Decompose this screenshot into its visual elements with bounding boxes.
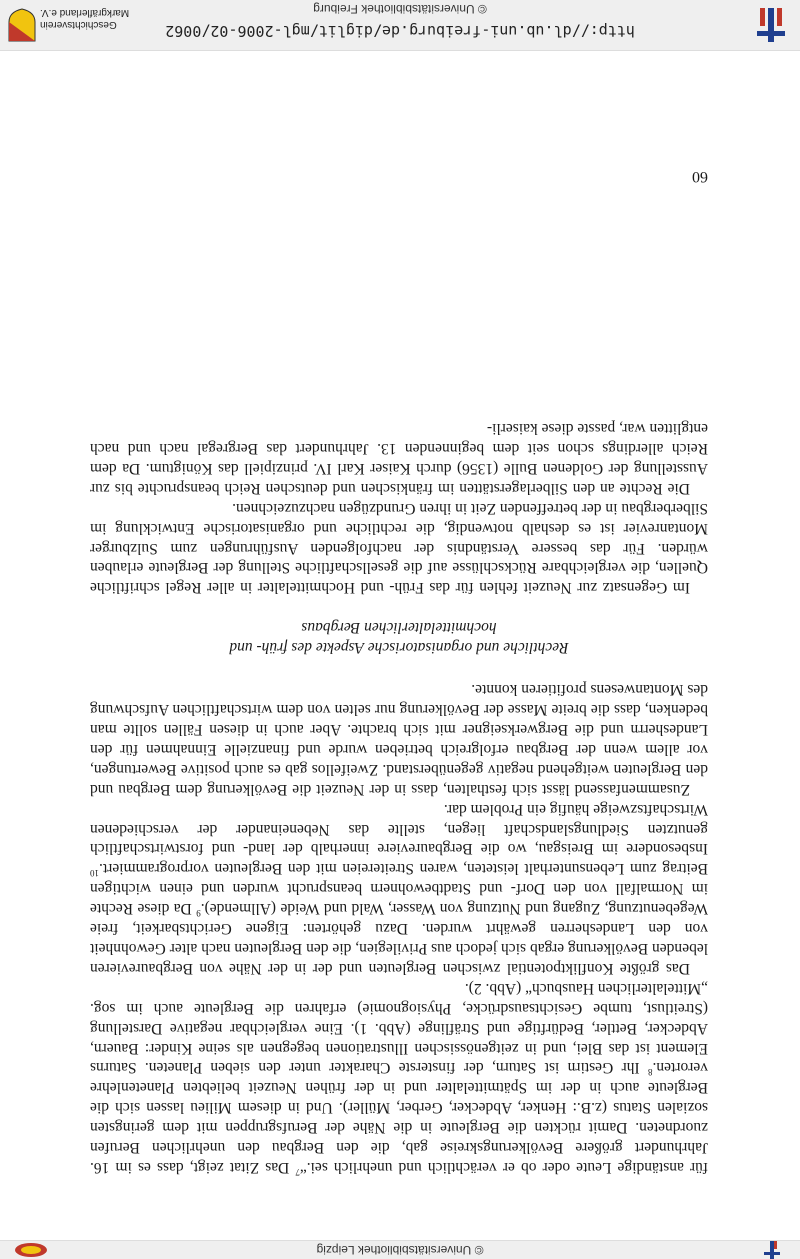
document-body	[90, 418, 708, 1177]
footer-url-link[interactable]: http://dl.ub.uni-freiburg.de/diglit/mgl-2006-02/0062	[165, 22, 635, 40]
coat-of-arms-icon	[8, 8, 36, 42]
paragraph-2: Das größte Konfliktpotential zwischen Bergleuten und der in der Nähe von Bergbaurevieren lebenden Bevölkerung ergab sich jedoch aus Privilegien, die den Bergleuten nach alter Gewohnheit von den Landesherren gewährt wurden. Dazu gehörten: Eigene Gerichtsbarkeit, freie Wegebenutzung, Zugang und Nutzung von Wasser, Wald und Weide (Allmende).$^9$ Da diese Rechte im Normalfall von den Dorf- und Stadtbewohnern beansprucht wurden und einen wichtigen Beitrag zum Lebensunterhalt leisteten, waren Streitereien mit den Bergleuten vorprogrammiert.$^{10}$ Insbesondere im Breisgau, wo die Bergbaureviere innerhalb der land- und forstwirtschaftlich genutzten Siedlungslandschaft liegen, stellte das Nebeneinander der verschiedenen Wirtschaftszweige häufig ein Problem dar.	[90, 800, 708, 977]
paragraph-3: Zusammenfassend lässt sich festhalten, dass in der Neuzeit die Bevölkerung dem Bergbau und den Bergleuten weitgehend negativ gegenüberstand. Zweifellos gab es auch positive Bewertungen, vor allem wenn der Bergbau erfolgreich betrieben wurde und finanzielle Einnahmen für den Landesherrn und die Bergwerkseigner mit sich brachte. Aber auch in diesen Fällen sollte man bedenken, dass die breite Masse der Bevölkerung nur selten von dem wirtschaftlichen Aufschwung des Montanwesens profitieren konnte.	[90, 681, 708, 798]
header-bar	[0, 1240, 800, 1259]
page-number: 60	[692, 168, 708, 185]
footer-copyright: © Universitätsbibliothek Freiburg	[313, 2, 487, 16]
society-name: Geschichtsverein Markgräflerland e.V.	[40, 7, 130, 30]
paragraph-1: für anständige Leute oder ob er verächtlich und unehrlich sei.“$^7$ Das Zitat zeigt, dass es im 16. Jahrhundert größere Bevölkerungskreise gab, die den Bergbau den unehrlichen Berufen zuordneten. Damit rückten die Bergleute in die Nähe der Berufsgruppen mit dem geringsten sozialen Status (z.B.: Henker, Abdecker, Gerber, Müller). Und in diesem Milieu lassen sich die Bergleute auch in der im Spätmittelalter und in der frühen Neuzeit beliebten Planetenlehre verorten.$^8$ Ihr Gestirn ist Saturn, der finsterste Charakter unter den sieben Planeten. Saturns Element ist das Blei, und in zeitgenössischen Illustrationen begegnen als seine Kinder: Bauern, Abdecker, Bettler, Bedürftige und Sträflinge (Abb. 1). Eine vergleichbar negative Darstellung (Streitlust, tumbe Gesichtsausdrücke, Physiognomie) erfahren die Bergleute auch im sog. „Mittelalterlichen Hausbuch“ (Abb. 2).	[90, 979, 708, 1178]
section-heading: Rechtliche und organisatorische Aspekte des früh- und hochmittelalterlichen Bergbaus	[229, 619, 569, 657]
footer-bar	[0, 0, 800, 51]
paragraph-4: Im Gegensatz zur Neuzeit fehlen für das Früh- und Hochmittelalter in aller Regel schriftliche Quellen, die vergleichbare Rückschlüsse auf die gesellschaftliche Stellung der Bergleute erlauben würden. Für das bessere Verständnis der nachfolgenden Ausführungen zum Sulzburger Montanrevier ist es deshalb notwendig, die rechtliche und organisatorische Entwicklung im Silberbergbau in der betreffenden Zeit in ihren Grundzügen nachzuzeichnen.	[90, 499, 708, 597]
header-copyright: © Universitätsbibliothek Leipzig	[316, 1243, 484, 1257]
paragraph-5: Die Rechte an den Silberlagerstätten im fränkischen und deutschen Reich beanspruchte bis zur Ausstellung der Goldenen Bulle (1356) durch Kaiser Karl IV. prinzipiell das Königtum. Da dem Reich allerdings schon seit dem beginnenden 13. Jahrhundert das Bergregal nach und nach entglitten war, passte diese kaiserli-	[90, 420, 708, 497]
society-logo-icon	[14, 1242, 48, 1258]
